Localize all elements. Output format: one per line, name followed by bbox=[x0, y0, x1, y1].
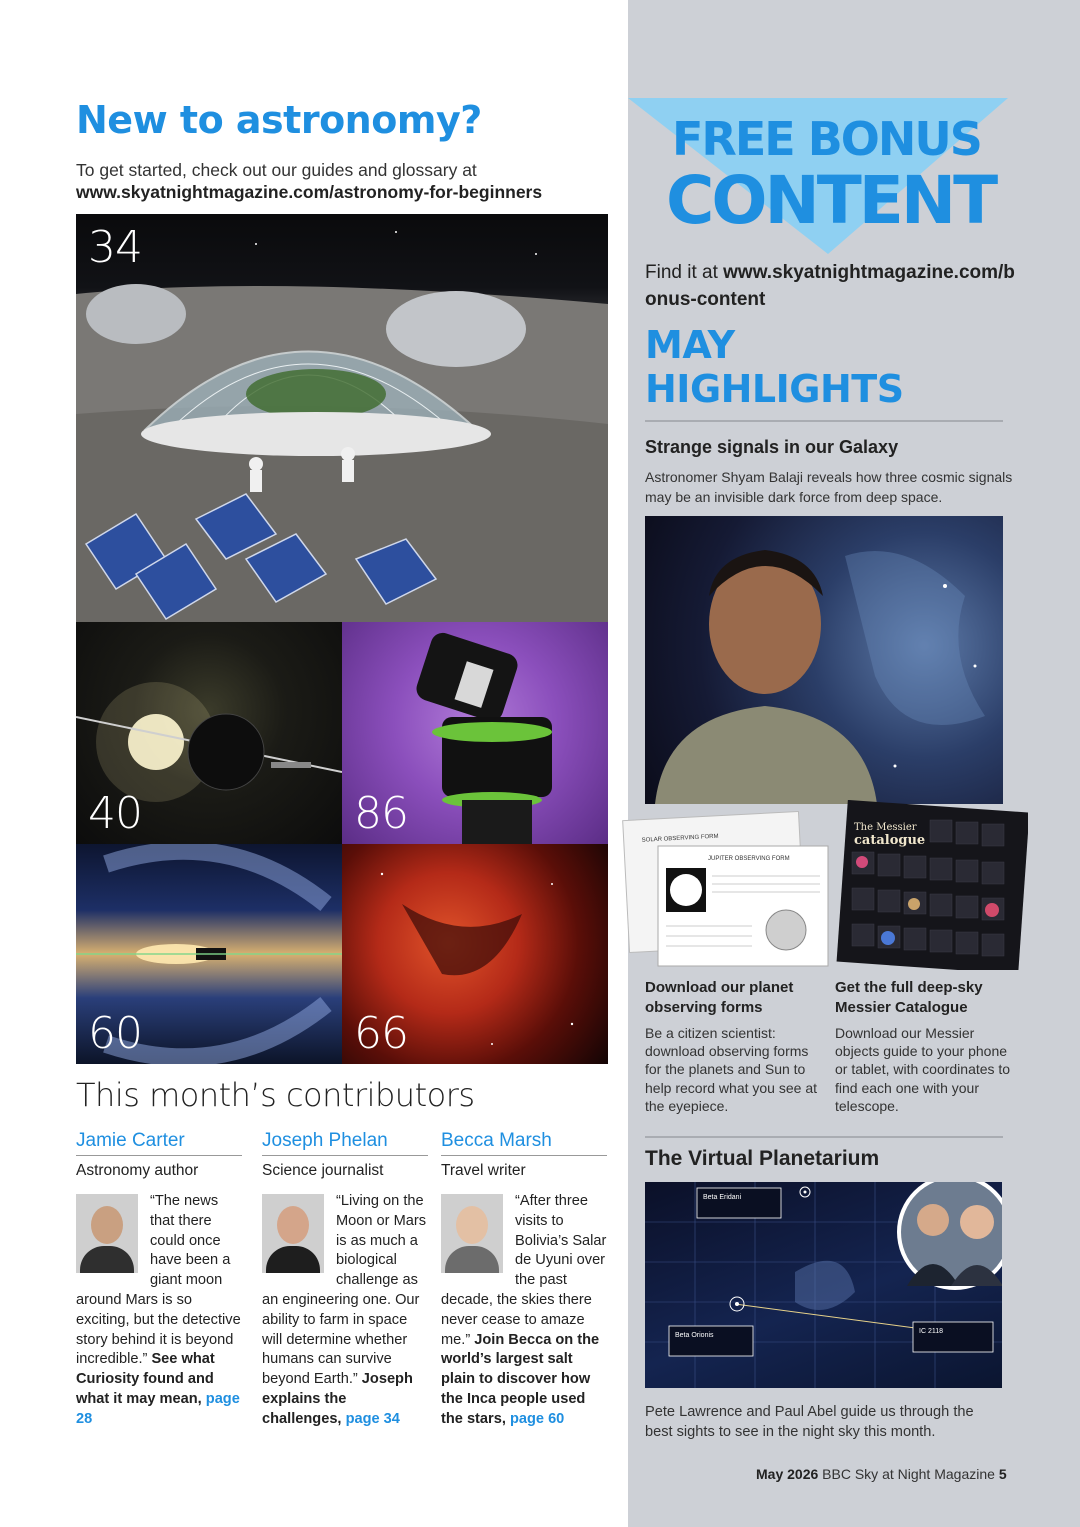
solar-form-title: SOLAR OBSERVING FORM bbox=[641, 833, 719, 844]
virtual-planetarium-title: The Virtual Planetarium bbox=[645, 1147, 880, 1170]
contributors-title: This month’s contributors bbox=[76, 1076, 475, 1114]
intro-text: To get started, check out our guides and glossary at bbox=[76, 160, 477, 180]
bonus-content-link[interactable]: www.skyatnightmagazine.com/bonus-content bbox=[645, 262, 1015, 310]
portrait-illustration bbox=[645, 516, 1003, 804]
messier-art-line2: catalogue bbox=[854, 833, 926, 848]
contributor-joseph-phelan bbox=[262, 1130, 428, 1430]
contributor-cta: Joseph explains the challenges, bbox=[262, 1371, 413, 1427]
messier-title: Get the full deep-sky Messier Catalogue bbox=[835, 979, 983, 1016]
shyam-balaji-video-thumbnail[interactable] bbox=[645, 516, 1003, 804]
star-label-beta-orionis: Beta Orionis bbox=[675, 1332, 714, 1339]
folio-magazine: BBC Sky at Night Magazine bbox=[822, 1466, 995, 1482]
page-number-40: 40 bbox=[88, 788, 142, 839]
contributor-page-link[interactable]: page 28 bbox=[76, 1390, 240, 1427]
strange-signals-text: Astronomer Shyam Balaji reveals how three cosmic signals may be an invisible dark force from deep space. bbox=[645, 469, 1013, 505]
beginners-link[interactable]: www.skyatnightmagazine.com/astronomy-for-beginners bbox=[76, 182, 543, 202]
contributor-name: Joseph Phelan bbox=[262, 1130, 428, 1156]
probe-image[interactable] bbox=[76, 622, 342, 844]
contributor-role: Astronomy author bbox=[76, 1162, 199, 1179]
contributor-photo bbox=[441, 1194, 503, 1273]
jupiter-form-title: JUPITER OBSERVING FORM bbox=[708, 856, 790, 862]
page-number-34: 34 bbox=[88, 222, 142, 273]
bonus-heading-line2: CONTENT bbox=[666, 162, 996, 239]
contributor-page-link[interactable]: page 60 bbox=[509, 1410, 565, 1427]
moon-base-image[interactable] bbox=[76, 214, 608, 622]
contributor-cta: See what Curiosity found and what it may mean, bbox=[76, 1351, 215, 1407]
highlights-line2: HIGHLIGHTS bbox=[645, 367, 904, 411]
star-chart-illustration bbox=[645, 1182, 1002, 1388]
contributor-jamie-carter bbox=[76, 1130, 242, 1430]
intro-title: New to astronomy? bbox=[76, 98, 482, 142]
highlights-line1: MAY bbox=[645, 323, 735, 367]
divider bbox=[645, 420, 1003, 422]
virtual-planetarium-video-thumbnail[interactable] bbox=[645, 1182, 1002, 1388]
observing-forms-image[interactable] bbox=[622, 806, 832, 970]
page-number-66: 66 bbox=[354, 1008, 408, 1059]
contributor-photo bbox=[262, 1194, 324, 1273]
page-number-86: 86 bbox=[354, 788, 408, 839]
contributor-photo bbox=[76, 1194, 138, 1273]
folio-page-number: 5 bbox=[998, 1466, 1007, 1482]
page-footer bbox=[756, 1466, 1007, 1482]
folio-month: May 2026 bbox=[756, 1466, 819, 1482]
nebula-image[interactable] bbox=[342, 844, 608, 1064]
divider bbox=[645, 1136, 1003, 1138]
virtual-planetarium-text: Pete Lawrence and Paul Abel guide us through the best sights to see in the night sky this month. bbox=[645, 1404, 974, 1440]
contributor-quote: “Living on the Moon or Mars is as much a biological challenge as an engineering one. Our ability to farm in space will determine whether humans can survive beyond Earth.” bbox=[262, 1193, 427, 1388]
planet-forms-block bbox=[645, 978, 825, 1115]
star-label-ic-2118: IC 2118 bbox=[919, 1328, 943, 1335]
bonus-find-prefix: Find it at bbox=[645, 262, 718, 283]
planet-forms-text: Be a citizen scientist: download observing forms for the planets and Sun to help record what you see at the eyepiece. bbox=[645, 1025, 817, 1114]
contributor-name: Becca Marsh bbox=[441, 1130, 607, 1156]
contributor-quote: “The news that there could once have been a giant moon around Mars is so exciting, but the detective story behind it is beyond incredible.” bbox=[76, 1193, 241, 1368]
contributor-page-link[interactable]: page 34 bbox=[345, 1410, 400, 1427]
messier-block bbox=[835, 978, 1015, 1115]
contributor-quote: “After three visits to Bolivia’s Salar de Uyuni over the past decade, the skies there never cease to amaze me.” bbox=[441, 1193, 607, 1348]
mount-image[interactable] bbox=[342, 622, 608, 844]
contributor-role: Travel writer bbox=[441, 1162, 526, 1179]
salt-flat-image[interactable] bbox=[76, 844, 342, 1064]
contributor-role: Science journalist bbox=[262, 1162, 384, 1179]
bonus-heading-line1: FREE BONUS bbox=[672, 112, 981, 166]
strange-signals-title: Strange signals in our Galaxy bbox=[645, 437, 899, 457]
messier-catalogue-image[interactable] bbox=[832, 800, 1028, 970]
messier-art-line1: The Messier bbox=[854, 822, 917, 833]
contributor-cta: Join Becca on the world’s largest salt plain to discover how the Inca people used the stars, bbox=[441, 1331, 600, 1427]
star-label-beta-eridani: Beta Eridani bbox=[703, 1194, 742, 1201]
planet-forms-title: Download our planet observing forms bbox=[645, 979, 794, 1016]
messier-text: Download our Messier objects guide to your phone or tablet, with coordinates to find each one with your telescope. bbox=[835, 1025, 1011, 1114]
contributor-becca-marsh bbox=[441, 1130, 607, 1430]
contributor-name: Jamie Carter bbox=[76, 1130, 242, 1156]
may-highlights-heading bbox=[645, 323, 904, 411]
page-number-60: 60 bbox=[88, 1008, 142, 1059]
moon-base-illustration bbox=[76, 214, 608, 622]
bonus-find-text bbox=[645, 259, 1025, 313]
